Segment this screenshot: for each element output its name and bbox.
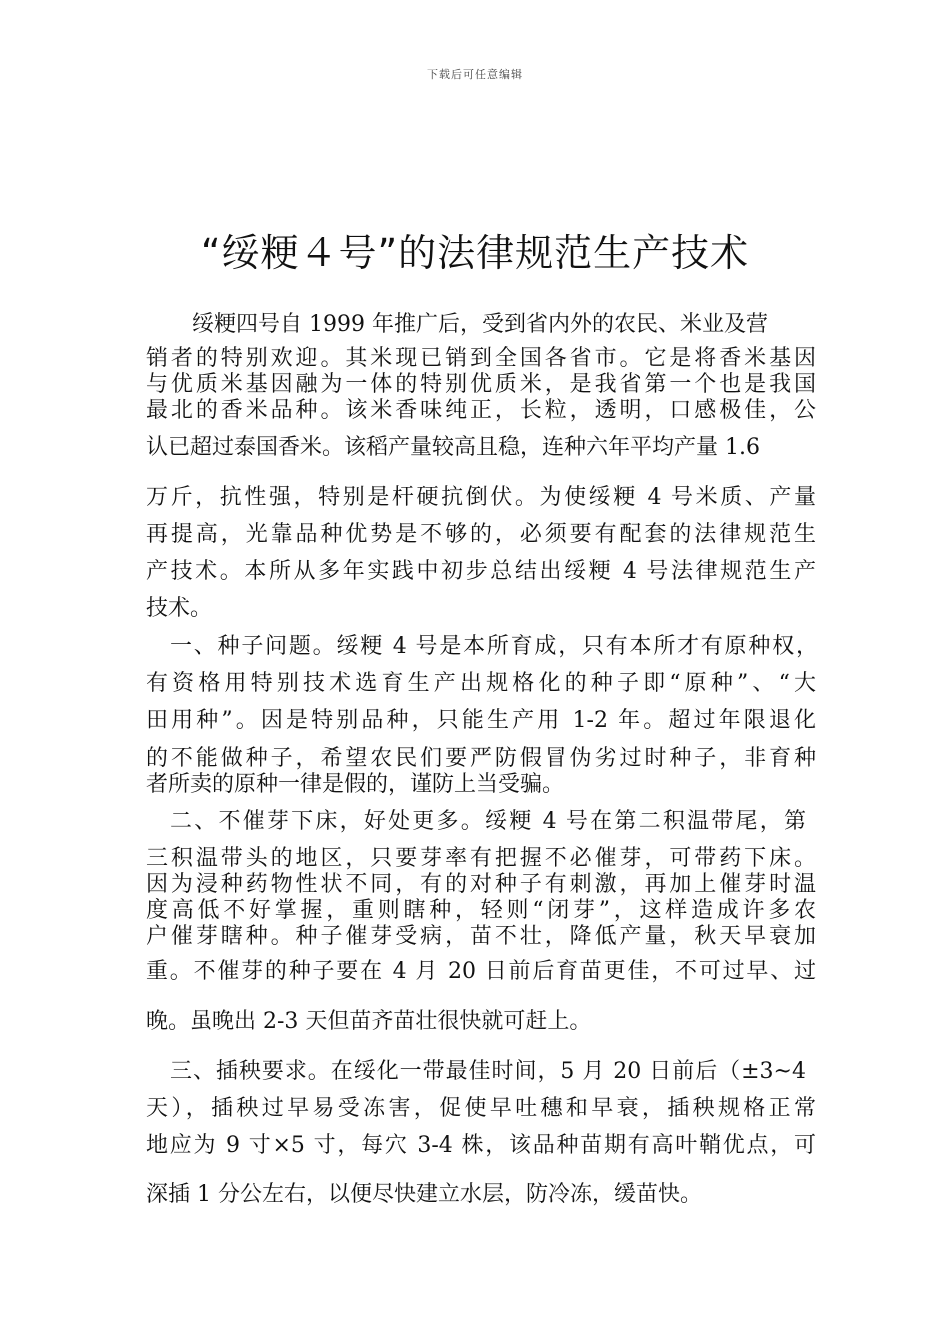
body-line: 户催芽瞎种。种子催芽受病，苗不壮，降低产量，秋天早衰加: [146, 924, 816, 949]
body-line: 者所卖的原种一律是假的，谨防上当受骗。: [146, 772, 565, 797]
body-line: 产技术。本所从多年实践中初步总结出绥粳 4 号法律规范生产: [146, 559, 816, 584]
body-line: 田用种”。因是特别品种，只能生产用 1-2 年。超过年限退化: [146, 708, 816, 733]
body-line: 技术。: [146, 596, 213, 621]
body-line: 因为浸种药物性状不同，有的对种子有刺激，再加上催芽时温: [146, 872, 816, 897]
body-line: 三积温带头的地区，只要芽率有把握不必催芽，可带药下床。: [146, 846, 816, 871]
body-line: 地应为 9 寸×5 寸，每穴 3-4 株，该品种苗期有高叶鞘优点，可: [146, 1133, 816, 1158]
body-line: 万斤，抗性强，特别是杆硬抗倒伏。为使绥粳 4 号米质、产量: [146, 485, 816, 510]
body-line: 与优质米基因融为一体的特别优质米，是我省第一个也是我国: [146, 372, 816, 397]
document-title: “绥粳４号”的法律规范生产技术: [200, 231, 750, 275]
body-line: 晚。虽晚出 2-3 天但苗齐苗壮很快就可赶上。: [146, 1009, 592, 1034]
body-line: 重。不催芽的种子要在 4 月 20 日前后育苗更佳，不可过早、过: [146, 959, 816, 984]
body-line: 绥粳四号自 1999 年推广后，受到省内外的农民、米业及营: [192, 312, 768, 337]
body-line: 销者的特别欢迎。其米现已销到全国各省市。它是将香米基因: [146, 346, 816, 371]
page-header-note: 下载后可任意编辑: [427, 68, 523, 81]
body-line: 认已超过泰国香米。该稻产量较高且稳，连种六年平均产量 1.6: [146, 435, 760, 460]
body-line: 二、不催芽下床，好处更多。绥粳 4 号在第二积温带尾，第: [170, 809, 806, 834]
body-line: 深插 1 分公左右，以便尽快建立水层，防冷冻，缓苗快。: [146, 1182, 702, 1207]
body-line: 最北的香米品种。该米香味纯正，长粒，透明，口感极佳，公: [146, 398, 816, 423]
body-line: 一、种子问题。绥粳 4 号是本所育成，只有本所才有原种权，: [170, 634, 818, 659]
body-line: 天），插秧过早易受冻害，促使早吐穗和早衰，插秧规格正常: [146, 1096, 816, 1121]
body-line: 有资格用特别技术选育生产出规格化的种子即“原种”、“大: [146, 671, 816, 696]
body-line: 的不能做种子，希望农民们要严防假冒伪劣过时种子，非育种: [146, 746, 816, 771]
body-line: 三、插秧要求。在绥化一带最佳时间，5 月 20 日前后（±3~4: [170, 1059, 806, 1084]
body-line: 度高低不好掌握，重则瞎种，轻则“闭芽”，这样造成许多农: [146, 898, 816, 923]
body-line: 再提高，光靠品种优势是不够的，必须要有配套的法律规范生: [146, 522, 816, 547]
